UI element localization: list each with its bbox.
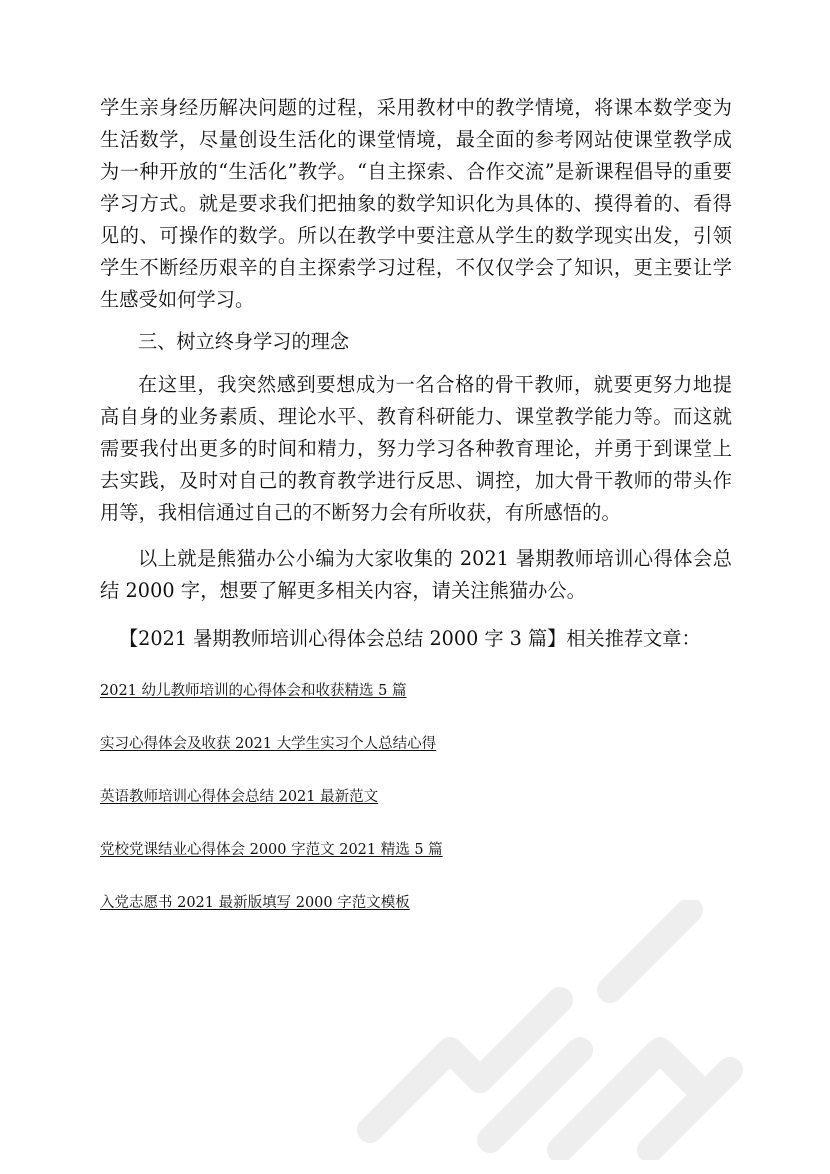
recommended-article-item	[100, 734, 732, 754]
recommend-title: 【2021 暑期教师培训心得体会总结 2000 字 3 篇】相关推荐文章：	[119, 627, 701, 650]
document-content	[100, 92, 732, 946]
paragraph-learning-process: 学生亲身经历解决问题的过程，采用教材中的教学情境，将课本数学变为生活数学，尽量创设生活化的课堂情境，最全面的参考网站使课堂教学成为一种开放的“生活化”教学。“自主探索、合作交流”是新课程倡导的重要学习方式。就是要求我们把抽象的数学知识化为具体的、摸得着的、看得见的、可操作的数学。所以在教学中要注意从学生的数学现实出发，引领学生不断经历艰辛的自主探索学习过程，不仅仅学会了知识，更主要让学生感受如何学习。	[100, 96, 732, 311]
recommended-article-link-4[interactable]: 党校党课结业心得体会 2000 字范文 2021 精选 5 篇	[100, 842, 443, 858]
recommended-articles-list	[100, 681, 732, 913]
recommended-article-link-2[interactable]: 实习心得体会及收获 2021 大学生实习个人总结心得	[100, 736, 437, 752]
recommended-article-item	[100, 893, 732, 913]
recommended-article-item	[100, 787, 732, 807]
section-heading-lifelong-learning: 三、树立终身学习的理念	[138, 330, 350, 353]
paragraph-summary: 以上就是熊猫办公小编为大家收集的 2021 暑期教师培训心得体会总结 2000 字，想要了解更多相关内容，请关注熊猫办公。	[100, 547, 732, 602]
recommended-article-link-5[interactable]: 入党志愿书 2021 最新版填写 2000 字范文模板	[100, 895, 410, 911]
recommended-article-item	[100, 681, 732, 701]
recommended-article-link-1[interactable]: 2021 幼儿教师培训的心得体会和收获精选 5 篇	[100, 683, 407, 699]
recommended-article-link-3[interactable]: 英语教师培训心得体会总结 2021 最新范文	[100, 789, 379, 805]
recommended-article-item	[100, 840, 732, 860]
paragraph-backbone-teacher: 在这里，我突然感到要想成为一名合格的骨干教师，就要更努力地提高自身的业务素质、理论水平、教育科研能力、课堂教学能力等。而这就需要我付出更多的时间和精力，努力学习各种教育理论，并勇于到课堂上去实践，及时对自己的教育教学进行反思、调控，加大骨干教师的带头作用等，我相信通过自己的不断努力会有所收获，有所感悟的。	[100, 373, 732, 524]
